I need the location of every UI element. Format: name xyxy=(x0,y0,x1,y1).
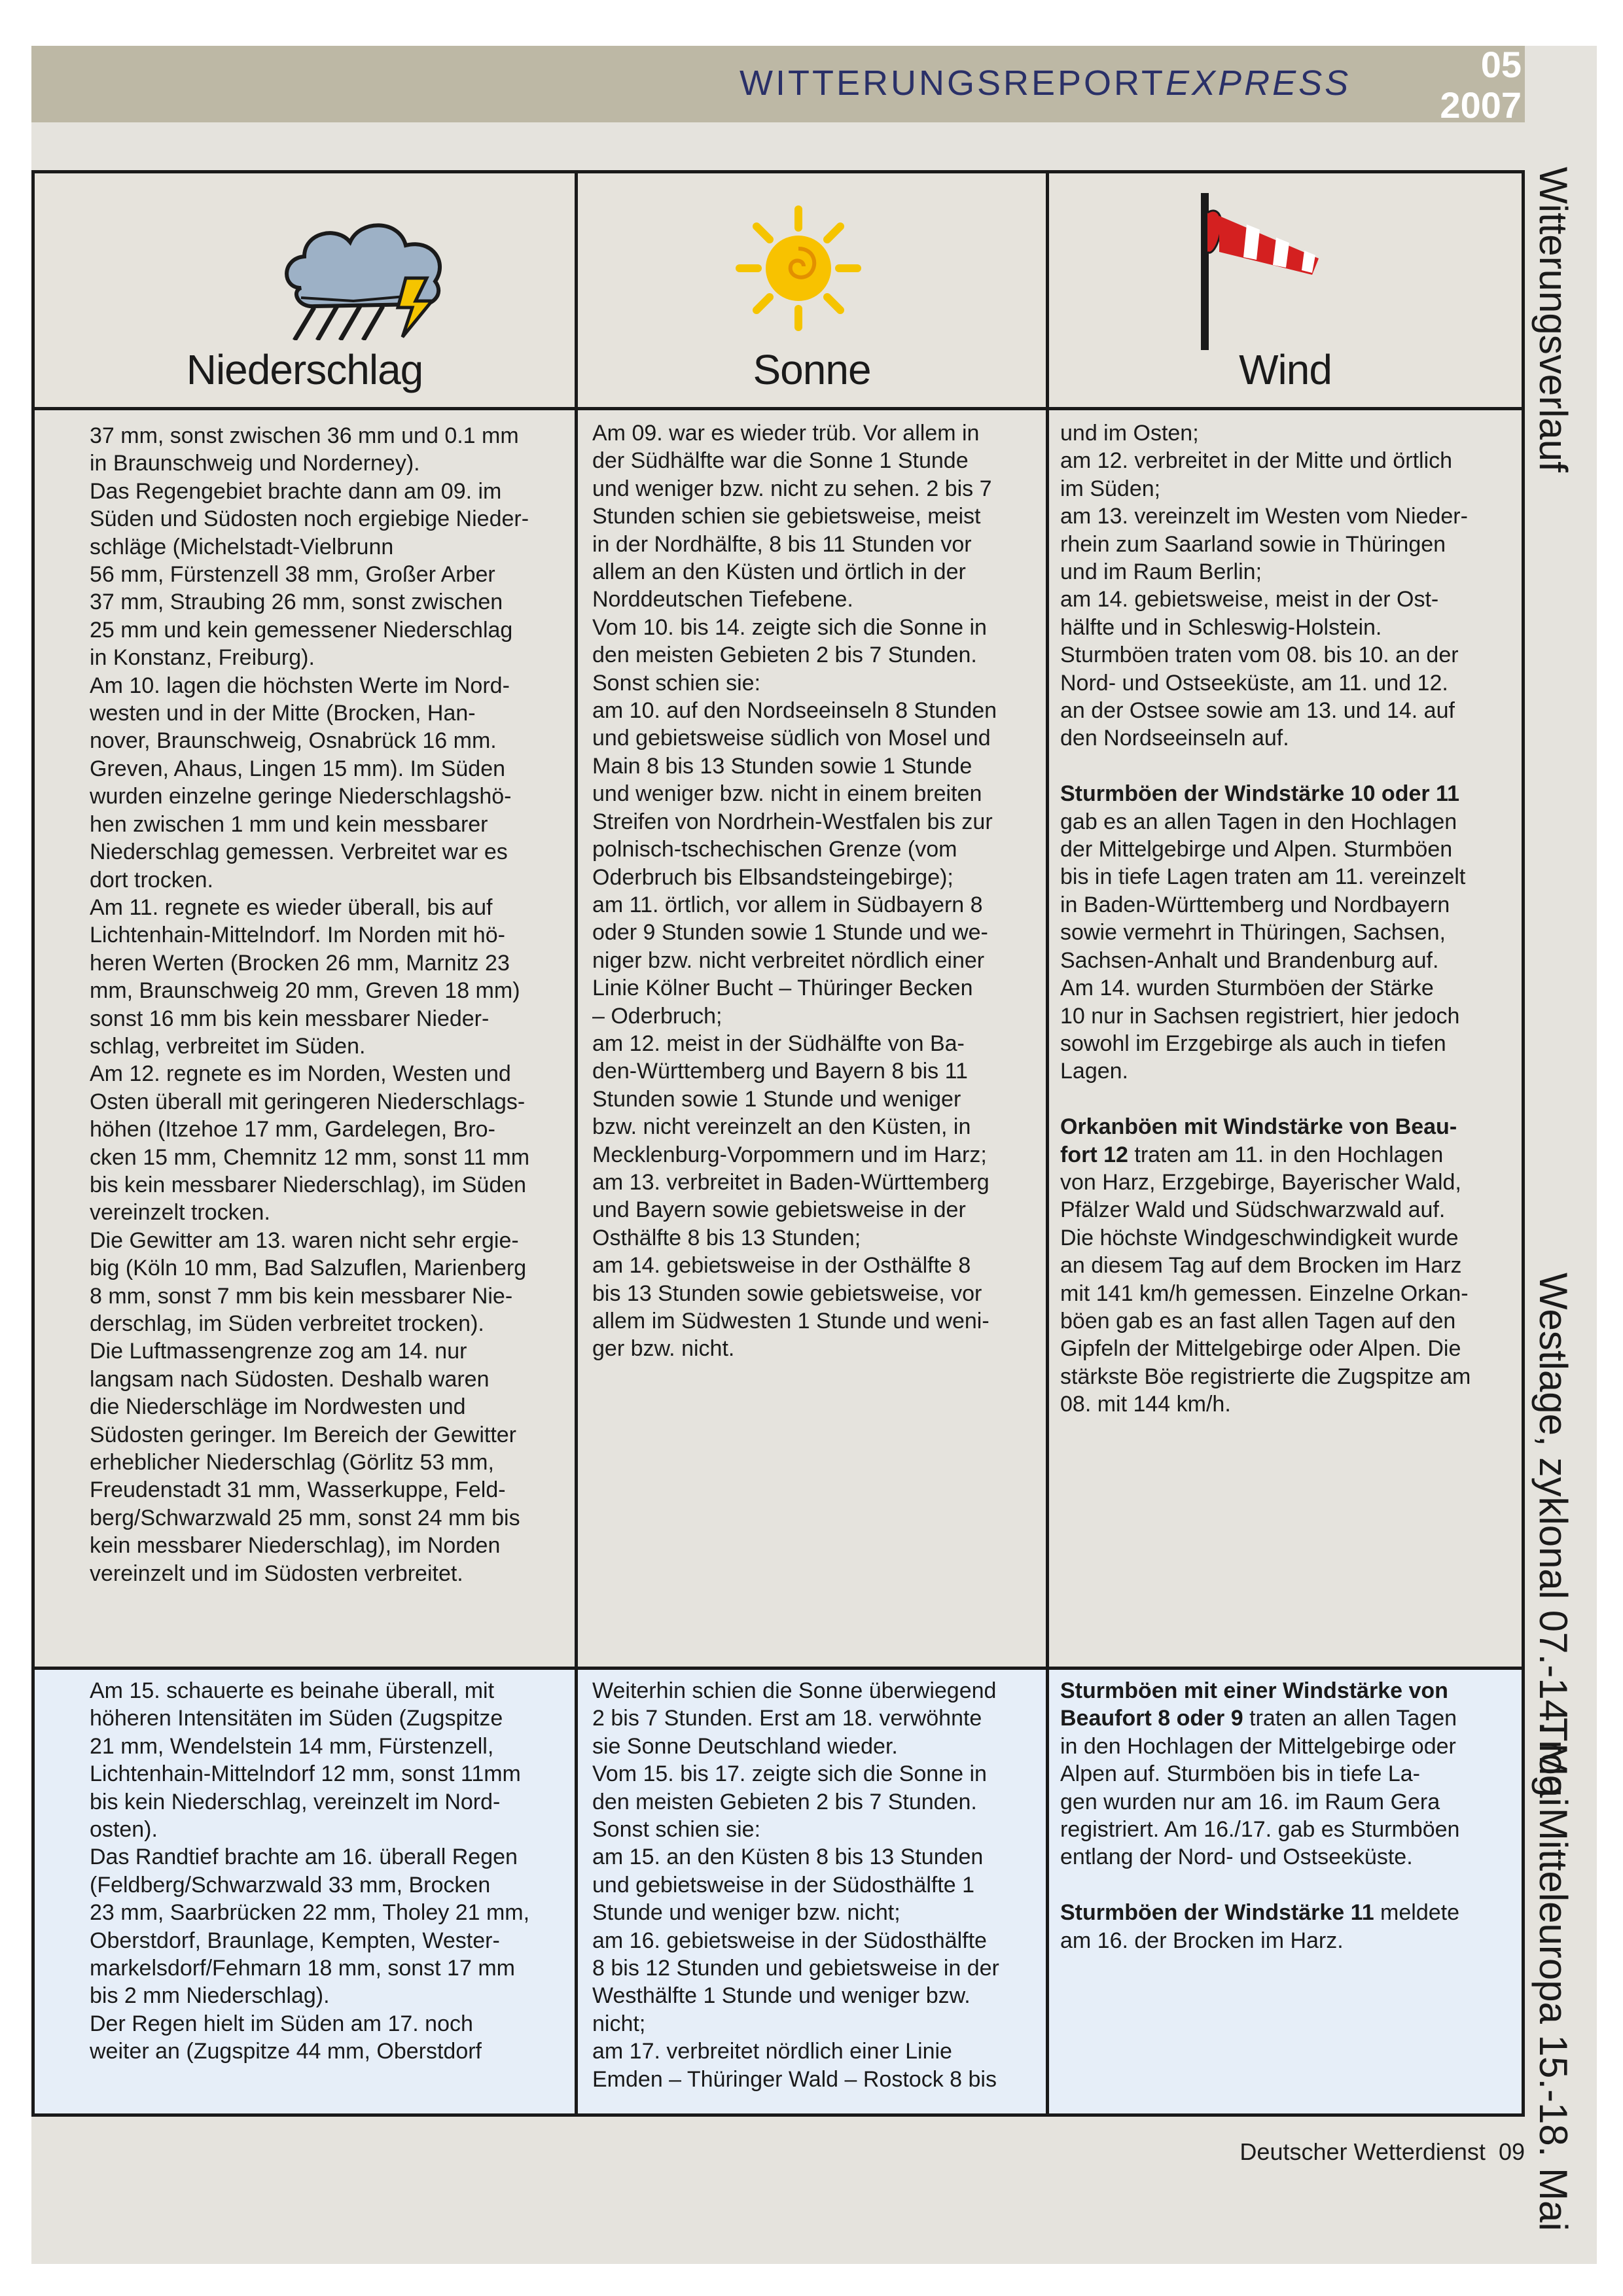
text-line: Emden – Thüringer Wald – Rostock 8 bis xyxy=(592,2066,997,2092)
text-line: kein messbarer Niederschlag), im Norden xyxy=(90,1533,501,1559)
text-line: am 14. gebietsweise in der Osthälfte 8 xyxy=(592,1253,971,1279)
text-line: (Feldberg/Schwarzwald 33 mm, Brocken xyxy=(90,1872,491,1898)
text-line: berg/Schwarzwald 25 mm, sonst 24 mm bis xyxy=(90,1505,520,1530)
text-line: hälfte und in Schleswig-Holstein. xyxy=(1060,614,1382,640)
text-line: böen gab es an fast allen Tagen auf den xyxy=(1060,1308,1456,1333)
text-line: erheblicher Niederschlag (Görlitz 53 mm, xyxy=(90,1450,494,1475)
text-line: mm, Braunschweig 20 mm, Greven 18 mm) xyxy=(90,978,520,1004)
text-line: allem an den Küsten und örtlich in der xyxy=(592,559,966,585)
text-line: Die höchste Windgeschwindigkeit wurde xyxy=(1060,1225,1459,1250)
bold-text: Beaufort 8 oder 9 xyxy=(1060,1706,1243,1731)
text-line: dort trocken. xyxy=(90,867,213,892)
row1-niederschlag-text xyxy=(90,422,529,1587)
text-line: stärkste Böe registrierte die Zugspitze am xyxy=(1060,1364,1471,1389)
row2-sonne-text xyxy=(592,1677,999,2093)
row1-wind-text xyxy=(1060,419,1471,1419)
report-title-main: WITTERUNGSREPORT xyxy=(740,63,1166,103)
text-line: vereinzelt trocken. xyxy=(90,1200,270,1226)
text-line: den meisten Gebieten 2 bis 7 Stunden. xyxy=(592,643,977,668)
row1-sonne-text xyxy=(592,419,997,1363)
column-title-sonne: Sonne xyxy=(753,346,871,393)
text-line: gen wurden nur am 16. im Raum Gera xyxy=(1060,1789,1440,1814)
text-line: Lagen. xyxy=(1060,1059,1128,1084)
bold-text: fort 12 xyxy=(1060,1142,1128,1167)
bold-text: Orkanböen mit Windstärke von Beau- xyxy=(1060,1114,1457,1140)
text-line: Alpen auf. Sturmböen bis in tiefe La- xyxy=(1060,1761,1420,1787)
text-line: Sonst schien sie: xyxy=(592,1817,761,1843)
text-line: Gipfeln der Mittelgebirge oder Alpen. Die xyxy=(1060,1336,1461,1362)
text-line: von Harz, Erzgebirge, Bayerischer Wald, xyxy=(1060,1169,1461,1195)
text-line: Der Regen hielt im Süden am 17. noch xyxy=(90,2011,473,2036)
text-line: am 12. meist in der Südhälfte von Ba- xyxy=(592,1031,965,1056)
issue-number: 05 xyxy=(1480,44,1522,85)
text-line: 21 mm, Wendelstein 14 mm, Fürstenzell, xyxy=(90,1733,494,1759)
text-line: Sachsen-Anhalt und Brandenburg auf. xyxy=(1060,947,1439,973)
text-line: westen und in der Mitte (Brocken, Han- xyxy=(90,701,476,726)
row-divider xyxy=(31,1667,1525,1670)
text-line: bis kein Niederschlag, vereinzelt im Nord- xyxy=(90,1789,501,1814)
text-line: höhen (Itzehoe 17 mm, Gardelegen, Bro- xyxy=(90,1117,495,1142)
text-line: Das Regengebiet brachte dann am 09. im xyxy=(90,478,502,504)
text-line: Vom 15. bis 17. zeigte sich die Sonne in xyxy=(592,1761,987,1787)
text-line: in Baden-Württemberg und Nordbayern xyxy=(1060,892,1450,917)
text-line: weiter an (Zugspitze 44 mm, Oberstdorf xyxy=(90,2039,482,2064)
text-line xyxy=(1060,752,1471,780)
text-line: Süden und Südosten noch ergiebige Nieder- xyxy=(90,506,529,532)
text-line: 8 bis 12 Stunden und gebietsweise in der xyxy=(592,1956,999,1981)
text-line xyxy=(1060,780,1471,807)
text-line xyxy=(1060,1113,1471,1140)
text-line: Osthälfte 8 bis 13 Stunden; xyxy=(592,1225,861,1250)
issue-label xyxy=(1436,44,1522,126)
text-line: in Braunschweig und Norderney). xyxy=(90,451,420,476)
text-line: am 16. der Brocken im Harz. xyxy=(1060,1928,1344,1953)
text-line: am 13. vereinzelt im Westen vom Nieder- xyxy=(1060,504,1468,529)
text-line: und gebietsweise südlich von Mosel und xyxy=(592,726,991,751)
column-divider xyxy=(575,170,578,2117)
text-line: ger bzw. nicht. xyxy=(592,1336,735,1362)
text-line: polnisch-tschechischen Grenze (vom xyxy=(592,837,957,862)
text-line: wurden einzelne geringe Niederschlagshö- xyxy=(90,784,512,809)
text-line: Vom 10. bis 14. zeigte sich die Sonne in xyxy=(592,614,987,640)
text-line: 37 mm, sonst zwischen 36 mm und 0.1 mm xyxy=(90,423,519,448)
text-line: sowohl im Erzgebirge als auch in tiefen xyxy=(1060,1031,1446,1056)
text-line: Linie Kölner Bucht – Thüringer Becken xyxy=(592,976,973,1001)
text-line: Das Randtief brachte am 16. überall Regen xyxy=(90,1845,518,1870)
side-label-period1: Westlage, zyklonal 07.-14. Mai xyxy=(1531,1273,1575,1807)
page-number: 09 xyxy=(1498,2138,1525,2165)
text-line xyxy=(1060,1677,1459,1704)
side-label-section: Witterungsverlauf xyxy=(1531,167,1575,472)
text-line: Am 14. wurden Sturmböen der Stärke xyxy=(1060,976,1434,1001)
text-line: Am 09. war es wieder trüb. Vor allem in xyxy=(592,421,980,446)
text-span: meldete xyxy=(1374,1900,1460,1926)
sun-icon xyxy=(733,203,864,337)
text-line: Am 12. regnete es im Norden, Westen und xyxy=(90,1061,511,1087)
text-line: Die Luftmassengrenze zog am 14. nur xyxy=(90,1339,467,1364)
text-line: gab es an allen Tagen in den Hochlagen xyxy=(1060,809,1457,834)
text-line: Südosten geringer. Im Bereich der Gewitter xyxy=(90,1422,516,1447)
text-line: Am 11. regnete es wieder überall, bis auf xyxy=(90,894,493,920)
text-line: allem im Südwesten 1 Stunde und weni- xyxy=(592,1309,990,1333)
blank-line xyxy=(1060,1871,1459,1899)
text-line: – Oderbruch; xyxy=(592,1003,722,1029)
text-line: sie Sonne Deutschland wieder. xyxy=(592,1733,898,1759)
text-line: in der Nordhälfte, 8 bis 11 Stunden vor xyxy=(592,531,972,557)
issue-year: 2007 xyxy=(1440,84,1522,126)
text-line: und Bayern sowie gebietsweise in der xyxy=(592,1197,966,1223)
rain-cloud-lightning-icon xyxy=(275,209,465,344)
text-line: Am 15. schauerte es beinahe überall, mit xyxy=(90,1678,495,1703)
text-line: am 16. gebietsweise in der Südosthälfte xyxy=(592,1928,987,1953)
text-line: nicht; xyxy=(592,2011,646,2036)
report-title-express: EXPRESS xyxy=(1166,63,1351,103)
text-line xyxy=(1060,1086,1471,1113)
text-line: niger bzw. nicht verbreitet nördlich einer xyxy=(592,947,985,973)
text-line: rhein zum Saarland sowie in Thüringen xyxy=(1060,531,1446,557)
text-line: an diesem Tag auf dem Brocken im Harz xyxy=(1060,1253,1462,1279)
text-line: 08. mit 144 km/h. xyxy=(1060,1392,1231,1417)
text-line: entlang der Nord- und Ostseeküste. xyxy=(1060,1845,1413,1870)
text-line: Sonst schien sie: xyxy=(592,670,761,696)
side-label-period2: Trog Mitteleuropa 15.-18. Mai xyxy=(1531,1718,1575,2231)
text-line: den Nordseeinseln auf. xyxy=(1060,726,1289,751)
text-line: Stunde und weniger bzw. nicht; xyxy=(592,1900,901,1926)
text-line: Oderbruch bis Elbsandsteingebirge); xyxy=(592,864,954,890)
text-line: Weiterhin schien die Sonne überwiegend xyxy=(592,1678,997,1703)
text-line: bis in tiefe Lagen traten am 11. vereinzelt xyxy=(1060,864,1466,890)
text-line: in Konstanz, Freiburg). xyxy=(90,645,315,671)
text-line: bis 13 Stunden sowie gebietsweise, vor xyxy=(592,1280,982,1306)
bold-text: Sturmböen der Windstärke 11 xyxy=(1060,1900,1374,1926)
row2-wind-text xyxy=(1060,1677,1459,1954)
text-line: am 10. auf den Nordseeinseln 8 Stunden xyxy=(592,698,997,724)
text-line: an der Ostsee sowie am 13. und 14. auf xyxy=(1060,698,1455,724)
text-line: den-Württemberg und Bayern 8 bis 11 xyxy=(592,1059,968,1084)
text-line: Stunden schien sie gebietsweise, meist xyxy=(592,504,981,529)
text-line: Streifen von Nordrhein-Westfalen bis zur xyxy=(592,809,993,834)
page-footer xyxy=(1240,2138,1525,2166)
text-line: Westhälfte 1 Stunde und weniger bzw. xyxy=(592,1983,971,2009)
text-line: und weniger bzw. nicht in einem breiten xyxy=(592,781,982,807)
bold-text: Sturmböen mit einer Windstärke von xyxy=(1060,1678,1448,1703)
text-line: Osten überall mit geringeren Niederschlags- xyxy=(90,1089,526,1114)
text-line: 2 bis 7 Stunden. Erst am 18. verwöhnte xyxy=(592,1706,982,1731)
text-line: am 15. an den Küsten 8 bis 13 Stunden xyxy=(592,1845,984,1870)
text-line: sowie vermehrt in Thüringen, Sachsen, xyxy=(1060,920,1446,945)
report-title xyxy=(740,63,1351,103)
text-line: die Niederschläge im Nordwesten und xyxy=(90,1394,466,1420)
text-line: Freudenstadt 31 mm, Wasserkuppe, Feld- xyxy=(90,1477,506,1503)
text-line: big (Köln 10 mm, Bad Salzuflen, Marienberg xyxy=(90,1256,527,1281)
text-line: 25 mm und kein gemessener Niederschlag xyxy=(90,617,513,643)
column-divider xyxy=(1046,170,1049,2117)
text-line: Oberstdorf, Braunlage, Kempten, Wester- xyxy=(90,1928,500,1953)
text-span: traten an allen Tagen xyxy=(1243,1706,1457,1731)
text-line: langsam nach Südosten. Deshalb waren xyxy=(90,1366,490,1392)
text-line: Lichtenhain-Mittelndorf. Im Norden mit hö- xyxy=(90,923,505,948)
text-line: oder 9 Stunden sowie 1 Stunde und we- xyxy=(592,920,988,945)
text-line: Die Gewitter am 13. waren nicht sehr ergie- xyxy=(90,1227,519,1253)
text-line: bis kein messbarer Niederschlag), im Süden xyxy=(90,1172,527,1197)
text-line xyxy=(1060,1141,1471,1169)
text-line: im Süden; xyxy=(1060,476,1161,501)
column-title-niederschlag: Niederschlag xyxy=(186,346,423,393)
text-line xyxy=(1060,1899,1459,1926)
text-line: mit 141 km/h gemessen. Einzelne Orkan- xyxy=(1060,1280,1469,1306)
row2-niederschlag-text xyxy=(90,1677,529,2066)
column-title-wind: Wind xyxy=(1239,346,1332,393)
text-line: hen zwischen 1 mm und kein messbarer xyxy=(90,811,488,837)
text-line: registriert. Am 16./17. gab es Sturmböen xyxy=(1060,1817,1460,1843)
text-line: Nord- und Ostseeküste, am 11. und 12. xyxy=(1060,670,1448,696)
text-line: Lichtenhain-Mittelndorf 12 mm, sonst 11mm xyxy=(90,1761,521,1787)
bold-text: Sturmböen der Windstärke 10 oder 11 xyxy=(1060,781,1459,807)
text-line: heren Werten (Brocken 26 mm, Marnitz 23 xyxy=(90,950,510,976)
text-line: und weniger bzw. nicht zu sehen. 2 bis 7 xyxy=(592,476,992,501)
text-line: bzw. nicht vereinzelt an den Küsten, in xyxy=(592,1114,971,1140)
text-line: nover, Braunschweig, Osnabrück 16 mm. xyxy=(90,728,497,754)
text-line: Main 8 bis 13 Stunden sowie 1 Stunde xyxy=(592,753,972,779)
text-line: osten). xyxy=(90,1817,158,1843)
text-line: sonst 16 mm bis kein messbarer Nieder- xyxy=(90,1006,490,1031)
text-line: 23 mm, Saarbrücken 22 mm, Tholey 21 mm, xyxy=(90,1900,530,1926)
text-line: Am 10. lagen die höchsten Werte im Nord- xyxy=(90,673,510,698)
text-line: 37 mm, Straubing 26 mm, sonst zwischen xyxy=(90,590,503,615)
text-line: der Mittelgebirge und Alpen. Sturmböen xyxy=(1060,837,1453,862)
text-line: Sturmböen traten vom 08. bis 10. an der xyxy=(1060,643,1459,668)
text-line: Greven, Ahaus, Lingen 15 mm). Im Süden xyxy=(90,756,506,781)
text-line xyxy=(1060,1704,1459,1732)
text-line: cken 15 mm, Chemnitz 12 mm, sonst 11 mm xyxy=(90,1144,530,1170)
row-divider xyxy=(31,407,1525,410)
text-line: der Südhälfte war die Sonne 1 Stunde xyxy=(592,448,969,474)
footer-publisher: Deutscher Wetterdienst xyxy=(1240,2138,1486,2165)
text-line: schläge (Michelstadt-Vielbrunn xyxy=(90,534,394,559)
text-line: und im Osten; xyxy=(1060,421,1199,446)
text-line: Norddeutschen Tiefebene. xyxy=(592,587,853,612)
text-line: Mecklenburg-Vorpommern und im Harz; xyxy=(592,1142,987,1167)
text-line: bis 2 mm Niederschlag). xyxy=(90,1983,330,2009)
text-line: schlag, verbreitet im Süden. xyxy=(90,1033,366,1059)
text-line: den meisten Gebieten 2 bis 7 Stunden. xyxy=(592,1789,977,1814)
text-span: traten am 11. in den Hochlagen xyxy=(1128,1142,1444,1167)
text-line: am 12. verbreitet in der Mitte und örtlich xyxy=(1060,448,1453,474)
text-line: am 17. verbreitet nördlich einer Linie xyxy=(592,2039,952,2064)
text-line: markelsdorf/Fehmarn 18 mm, sonst 17 mm xyxy=(90,1956,515,1981)
text-line: und im Raum Berlin; xyxy=(1060,559,1262,585)
text-line: 8 mm, sonst 7 mm bis kein messbarer Nie- xyxy=(90,1283,513,1309)
text-line: Stunden sowie 1 Stunde und weniger xyxy=(592,1086,961,1112)
text-line: am 11. örtlich, vor allem in Südbayern 8 xyxy=(592,892,983,917)
text-line: und gebietsweise in der Südosthälfte 1 xyxy=(592,1872,975,1898)
windsock-icon xyxy=(1188,186,1338,360)
text-line: Niederschlag gemessen. Verbreitet war es xyxy=(90,839,508,865)
text-line: am 14. gebietsweise, meist in der Ost- xyxy=(1060,587,1439,612)
text-line: höheren Intensitäten im Süden (Zugspitze xyxy=(90,1706,503,1731)
text-line: vereinzelt und im Südosten verbreitet. xyxy=(90,1561,463,1586)
text-line: 10 nur in Sachsen registriert, hier jedoch xyxy=(1060,1003,1460,1029)
text-line: derschlag, im Süden verbreitet trocken). xyxy=(90,1311,484,1336)
text-line: 56 mm, Fürstenzell 38 mm, Großer Arber xyxy=(90,562,495,588)
text-line: in den Hochlagen der Mittelgebirge oder xyxy=(1060,1733,1456,1759)
text-line: am 13. verbreitet in Baden-Württemberg xyxy=(592,1169,990,1195)
text-line: Pfälzer Wald und Südschwarzwald auf. xyxy=(1060,1197,1446,1223)
